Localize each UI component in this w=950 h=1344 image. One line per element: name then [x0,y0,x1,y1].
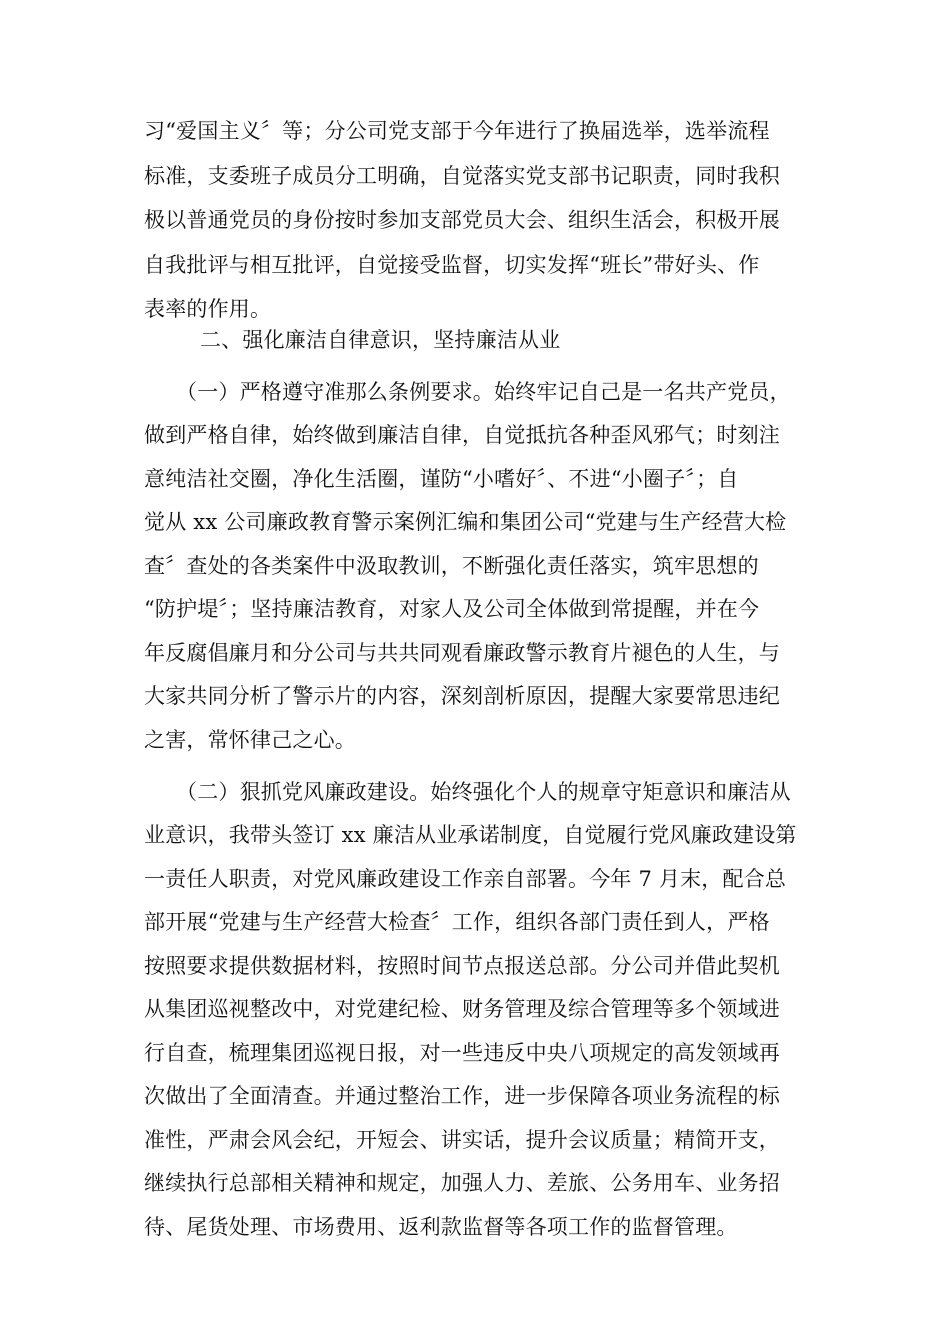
text-line: 次做出了全面清查。并通过整治工作，进一步保障各项业务流程的标 [144,1084,780,1108]
text-line: （二）狠抓党风廉政建设。始终强化个人的规章守矩意识和廉洁从 [176,780,791,804]
section-heading: 二、强化廉洁自律意识，坚持廉洁从业 [200,328,561,352]
text-line: 表率的作用。 [144,297,272,321]
text-line: 标准，支委班子成员分工明确，自觉落实党支部书记职责，同时我积 [144,163,780,188]
text-line: “防护堤〞；坚持廉洁教育，对家人及公司全体做到常提醒，并在今 [144,597,760,621]
text-line: 部开展“党建与生产经营大检查〞工作，组织各部门责任到人，严格 [144,910,770,934]
text-line: （一）严格遵守准那么条例要求。始终牢记自己是一名共产党员， [176,380,791,404]
text-line: 继续执行总部相关精神和规定，加强人力、差旅、公务用车、业务招 [144,1171,780,1195]
text-line: 自我批评与相互批评，自觉接受监督，切实发挥“班长”带好头、作 [144,252,760,277]
text-line: 行自查，梳理集团巡视日报，对一些违反中央八项规定的高发领域再 [144,1041,780,1065]
text-line: 习“爱国主义〞等；分公司党支部于今年进行了换届选举，选举流程 [144,119,770,143]
text-line: 待、尾货处理、市场费用、返利款监督等各项工作的监督管理。 [144,1215,738,1239]
text-line: 极以普通党员的身份按时参加支部党员大会、组织生活会，积极开展 [144,208,780,232]
text-line: 年反腐倡廉月和分公司与共共同观看廉政警示教育片褪色的人生，与 [144,641,780,665]
text-line: 按照要求提供数据材料，按照时间节点报送总部。分公司并借此契机 [144,954,780,978]
text-line: 查〞查处的各类案件中汲取教训，不断强化责任落实，筑牢思想的 [144,554,759,578]
text-line: 做到严格自律，始终做到廉洁自律，自觉抵抗各种歪风邪气；时刻注 [144,423,780,447]
text-line: 业意识，我带头签订 xx 廉洁从业承诺制度，自觉履行党风廉政建设第 [144,823,797,847]
text-line: 意纯洁社交圈，净化生活圈，谨防“小嗜好〞、不进“小圈子〞；自 [144,467,739,491]
text-line: 大家共同分析了警示片的内容，深刻剖析原因，提醒大家要常思违纪 [144,684,780,708]
text-line: 一责任人职责，对党风廉政建设工作亲自部署。今年 7 月末，配合总 [144,867,787,891]
text-line: 之害，常怀律己之心。 [144,728,356,752]
text-line: 准性，严肃会风会纪，开短会、讲实话，提升会议质量；精简开支， [144,1128,780,1152]
text-line: 从集团巡视整改中，对党建纪检、财务管理及综合管理等多个领域进 [144,997,780,1021]
text-line: 觉从 xx 公司廉政教育警示案例汇编和集团公司“党建与生产经营大检 [144,510,787,534]
